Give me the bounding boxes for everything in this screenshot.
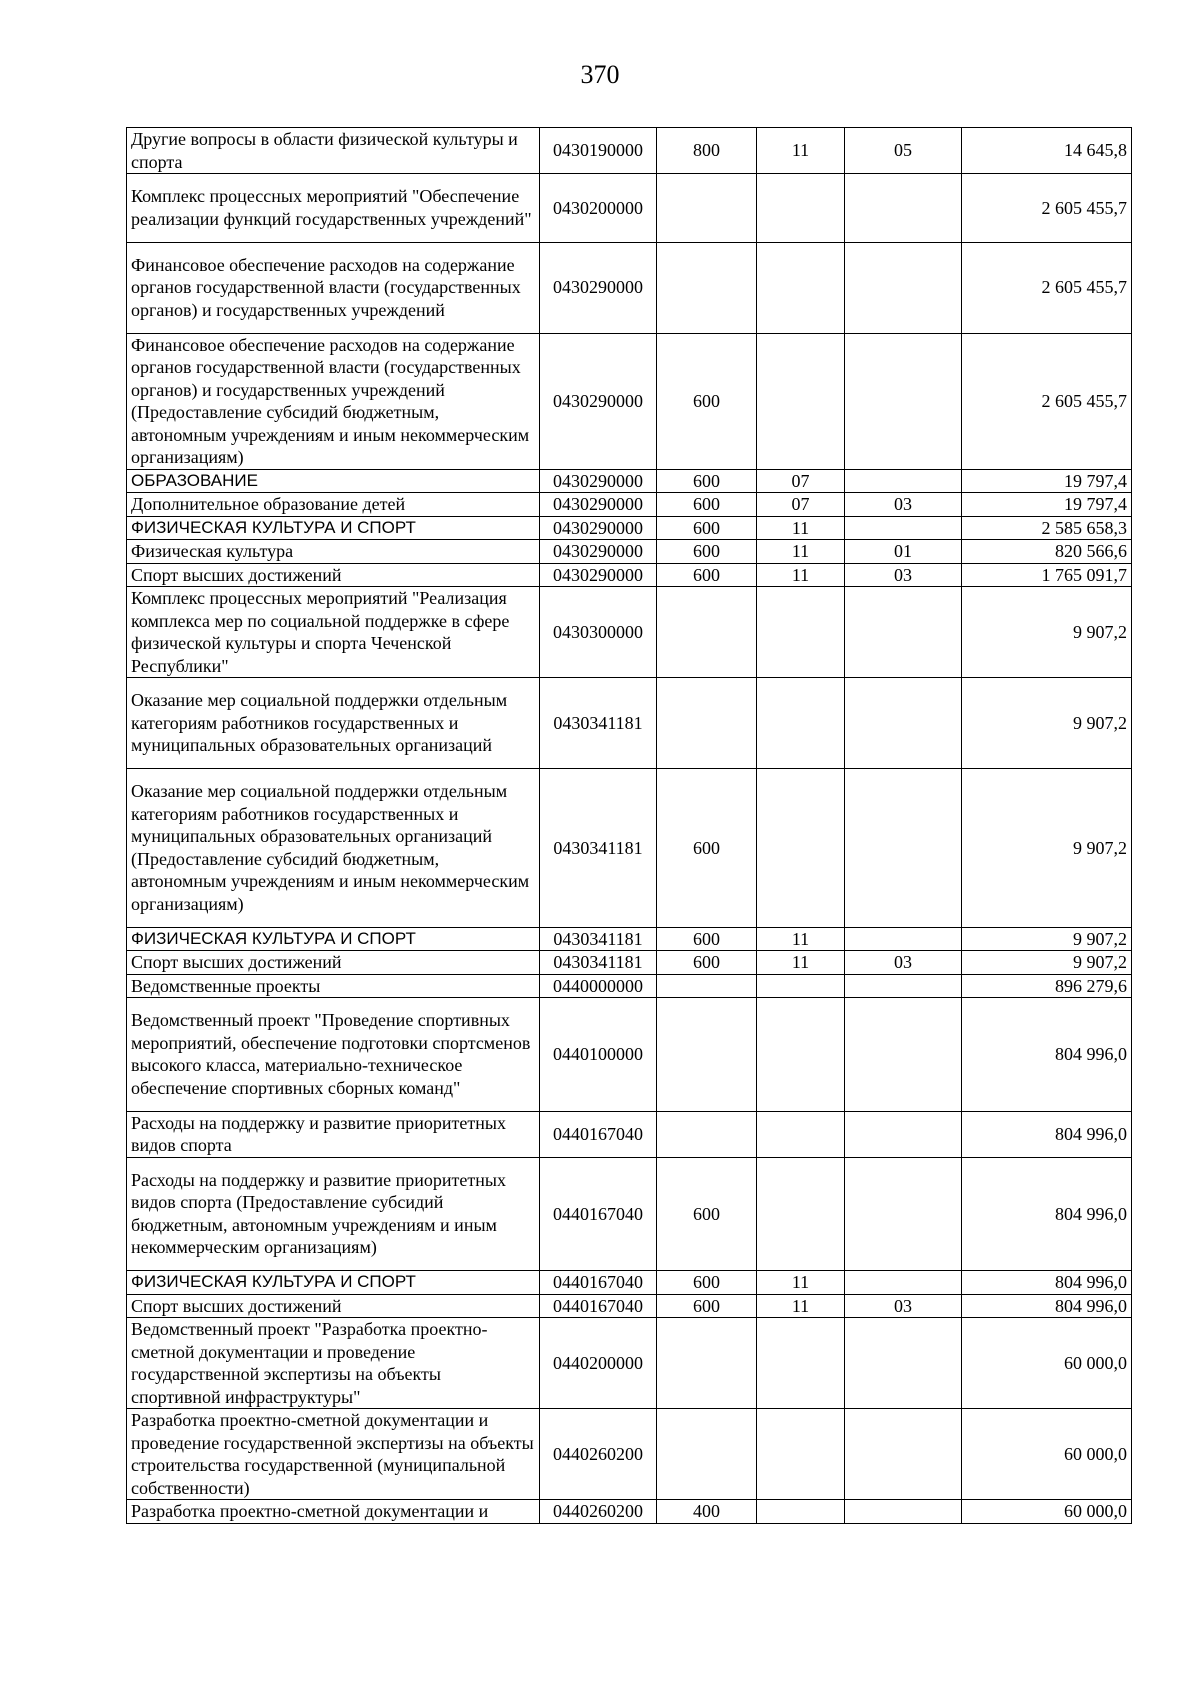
row-name-cell: Дополнительное образование детей: [127, 493, 540, 517]
row-section-cell: 11: [757, 540, 845, 564]
row-amount-cell: 804 996,0: [962, 1111, 1132, 1157]
row-code-cell: 0430341181: [540, 769, 657, 928]
row-expense-type-cell: 600: [657, 469, 757, 493]
row-expense-type-cell: 600: [657, 333, 757, 469]
row-amount-cell: 60 000,0: [962, 1409, 1132, 1500]
row-code-cell: 0430290000: [540, 469, 657, 493]
row-code-cell: 0430190000: [540, 128, 657, 174]
row-name-cell: Другие вопросы в области физической культуры и спорта: [127, 128, 540, 174]
row-subsection-cell: [845, 587, 962, 678]
row-expense-type-cell: [657, 1111, 757, 1157]
row-expense-type-cell: 600: [657, 1157, 757, 1271]
row-amount-cell: 60 000,0: [962, 1500, 1132, 1524]
row-name-cell: Расходы на поддержку и развитие приоритетных видов спорта: [127, 1111, 540, 1157]
row-code-cell: 0440100000: [540, 998, 657, 1112]
row-subsection-cell: [845, 678, 962, 769]
row-section-cell: 11: [757, 516, 845, 540]
row-expense-type-cell: [657, 998, 757, 1112]
table-row: [127, 174, 1132, 243]
row-section-cell: [757, 242, 845, 333]
row-name-cell: Комплекс процессных мероприятий "Реализация комплекса мер по социальной поддержке в сфере физической культуры и спорта Чеченской Республики": [127, 587, 540, 678]
row-expense-type-cell: [657, 974, 757, 998]
row-amount-cell: 804 996,0: [962, 1271, 1132, 1295]
table-row: [127, 678, 1132, 769]
row-section-cell: 11: [757, 927, 845, 951]
row-expense-type-cell: 600: [657, 1294, 757, 1318]
row-section-cell: [757, 678, 845, 769]
row-expense-type-cell: 600: [657, 516, 757, 540]
row-expense-type-cell: 600: [657, 540, 757, 564]
row-amount-cell: 9 907,2: [962, 678, 1132, 769]
row-expense-type-cell: 600: [657, 927, 757, 951]
page-number: 370: [580, 60, 620, 89]
row-name-cell: Разработка проектно-сметной документации и: [127, 1500, 540, 1524]
table-row: [127, 951, 1132, 975]
row-code-cell: 0430341181: [540, 927, 657, 951]
row-subsection-cell: 03: [845, 951, 962, 975]
table-row: [127, 516, 1132, 540]
table-row: [127, 493, 1132, 517]
row-code-cell: 0430300000: [540, 587, 657, 678]
row-section-cell: 07: [757, 493, 845, 517]
row-subsection-cell: [845, 1271, 962, 1295]
row-code-cell: 0440167040: [540, 1111, 657, 1157]
row-subsection-cell: 03: [845, 563, 962, 587]
row-name-cell: Ведомственные проекты: [127, 974, 540, 998]
row-amount-cell: 19 797,4: [962, 469, 1132, 493]
row-section-cell: [757, 974, 845, 998]
row-code-cell: 0430290000: [540, 242, 657, 333]
row-amount-cell: 804 996,0: [962, 998, 1132, 1112]
table-row: [127, 128, 1132, 174]
row-section-cell: [757, 998, 845, 1112]
row-subsection-cell: [845, 1409, 962, 1500]
table-row: [127, 469, 1132, 493]
table-row: [127, 1111, 1132, 1157]
row-code-cell: 0430200000: [540, 174, 657, 243]
row-section-cell: 11: [757, 563, 845, 587]
row-amount-cell: 804 996,0: [962, 1294, 1132, 1318]
row-code-cell: 0440000000: [540, 974, 657, 998]
row-subsection-cell: [845, 927, 962, 951]
row-expense-type-cell: [657, 242, 757, 333]
row-expense-type-cell: [657, 174, 757, 243]
row-expense-type-cell: [657, 1409, 757, 1500]
row-amount-cell: 2 605 455,7: [962, 174, 1132, 243]
row-code-cell: 0440260200: [540, 1500, 657, 1524]
row-section-cell: 11: [757, 1271, 845, 1295]
row-subsection-cell: [845, 242, 962, 333]
row-amount-cell: 9 907,2: [962, 951, 1132, 975]
table-row: [127, 1318, 1132, 1409]
row-name-cell: Расходы на поддержку и развитие приоритетных видов спорта (Предоставление субсидий бюджетным, автономным учреждениям и иным некоммерческим организациям): [127, 1157, 540, 1271]
row-name-cell: Спорт высших достижений: [127, 563, 540, 587]
row-code-cell: 0430290000: [540, 333, 657, 469]
row-amount-cell: 804 996,0: [962, 1157, 1132, 1271]
row-amount-cell: 896 279,6: [962, 974, 1132, 998]
table-row: [127, 333, 1132, 469]
table-row: [127, 1157, 1132, 1271]
table-row: [127, 587, 1132, 678]
row-section-cell: 11: [757, 951, 845, 975]
row-amount-cell: 60 000,0: [962, 1318, 1132, 1409]
row-subsection-cell: [845, 516, 962, 540]
row-subsection-cell: [845, 174, 962, 243]
row-section-cell: [757, 1157, 845, 1271]
row-amount-cell: 2 605 455,7: [962, 242, 1132, 333]
row-name-cell: ФИЗИЧЕСКАЯ КУЛЬТУРА И СПОРТ: [127, 1271, 540, 1295]
row-amount-cell: 14 645,8: [962, 128, 1132, 174]
row-name-cell: ОБРАЗОВАНИЕ: [127, 469, 540, 493]
row-name-cell: ФИЗИЧЕСКАЯ КУЛЬТУРА И СПОРТ: [127, 516, 540, 540]
row-expense-type-cell: 600: [657, 1271, 757, 1295]
row-section-cell: [757, 1111, 845, 1157]
row-name-cell: Оказание мер социальной поддержки отдельным категориям работников государственных и муниципальных образовательных организаций: [127, 678, 540, 769]
row-subsection-cell: [845, 469, 962, 493]
row-name-cell: ФИЗИЧЕСКАЯ КУЛЬТУРА И СПОРТ: [127, 927, 540, 951]
row-section-cell: [757, 1409, 845, 1500]
row-subsection-cell: 01: [845, 540, 962, 564]
row-code-cell: 0440200000: [540, 1318, 657, 1409]
row-expense-type-cell: 400: [657, 1500, 757, 1524]
table-row: [127, 1409, 1132, 1500]
row-expense-type-cell: 600: [657, 493, 757, 517]
row-name-cell: Ведомственный проект "Проведение спортивных мероприятий, обеспечение подготовки спортсменов высокого класса, материально-техническое обеспечение спортивных сборных команд": [127, 998, 540, 1112]
row-expense-type-cell: [657, 678, 757, 769]
budget-table-body: [127, 128, 1132, 1524]
table-row: [127, 1271, 1132, 1295]
table-row: [127, 242, 1132, 333]
table-row: [127, 1500, 1132, 1524]
row-code-cell: 0440167040: [540, 1271, 657, 1295]
row-code-cell: 0440167040: [540, 1157, 657, 1271]
table-row: [127, 563, 1132, 587]
table-row: [127, 927, 1132, 951]
row-name-cell: Финансовое обеспечение расходов на содержание органов государственной власти (государственных органов) и государственных учреждений (Предоставление субсидий бюджетным, автономным учреждениям и иным некоммерческим организациям): [127, 333, 540, 469]
table-row: [127, 998, 1132, 1112]
row-subsection-cell: [845, 1318, 962, 1409]
row-code-cell: 0430290000: [540, 493, 657, 517]
row-amount-cell: 19 797,4: [962, 493, 1132, 517]
row-code-cell: 0430341181: [540, 678, 657, 769]
row-section-cell: [757, 587, 845, 678]
row-expense-type-cell: 600: [657, 563, 757, 587]
row-code-cell: 0430341181: [540, 951, 657, 975]
row-section-cell: [757, 1500, 845, 1524]
row-code-cell: 0440167040: [540, 1294, 657, 1318]
row-subsection-cell: [845, 1111, 962, 1157]
table-row: [127, 974, 1132, 998]
budget-table: [126, 127, 1132, 1524]
row-name-cell: Финансовое обеспечение расходов на содержание органов государственной власти (государственных органов) и государственных учреждений: [127, 242, 540, 333]
row-name-cell: Спорт высших достижений: [127, 1294, 540, 1318]
row-code-cell: 0430290000: [540, 563, 657, 587]
row-section-cell: 07: [757, 469, 845, 493]
row-expense-type-cell: 600: [657, 769, 757, 928]
row-section-cell: [757, 174, 845, 243]
row-subsection-cell: 05: [845, 128, 962, 174]
row-amount-cell: 820 566,6: [962, 540, 1132, 564]
row-amount-cell: 9 907,2: [962, 587, 1132, 678]
row-subsection-cell: [845, 769, 962, 928]
row-section-cell: 11: [757, 1294, 845, 1318]
row-amount-cell: 9 907,2: [962, 927, 1132, 951]
row-amount-cell: 1 765 091,7: [962, 563, 1132, 587]
row-expense-type-cell: [657, 1318, 757, 1409]
row-expense-type-cell: 800: [657, 128, 757, 174]
row-amount-cell: 9 907,2: [962, 769, 1132, 928]
row-subsection-cell: [845, 1500, 962, 1524]
row-subsection-cell: [845, 974, 962, 998]
row-section-cell: [757, 1318, 845, 1409]
row-name-cell: Комплекс процессных мероприятий "Обеспечение реализации функций государственных учреждений": [127, 174, 540, 243]
row-expense-type-cell: 600: [657, 951, 757, 975]
row-amount-cell: 2 605 455,7: [962, 333, 1132, 469]
row-expense-type-cell: [657, 587, 757, 678]
row-section-cell: [757, 333, 845, 469]
row-name-cell: Ведомственный проект "Разработка проектно-сметной документации и проведение государственной экспертизы на объекты спортивной инфраструктуры": [127, 1318, 540, 1409]
row-amount-cell: 2 585 658,3: [962, 516, 1132, 540]
row-subsection-cell: [845, 1157, 962, 1271]
table-row: [127, 1294, 1132, 1318]
row-subsection-cell: [845, 333, 962, 469]
row-name-cell: Физическая культура: [127, 540, 540, 564]
table-row: [127, 540, 1132, 564]
row-name-cell: Оказание мер социальной поддержки отдельным категориям работников государственных и муниципальных образовательных организаций (Предоставление субсидий бюджетным, автономным учреждениям и иным некоммерческим организациям): [127, 769, 540, 928]
table-row: [127, 769, 1132, 928]
row-subsection-cell: 03: [845, 493, 962, 517]
row-code-cell: 0430290000: [540, 516, 657, 540]
row-code-cell: 0430290000: [540, 540, 657, 564]
row-code-cell: 0440260200: [540, 1409, 657, 1500]
row-section-cell: [757, 769, 845, 928]
row-subsection-cell: [845, 998, 962, 1112]
row-name-cell: Разработка проектно-сметной документации и проведение государственной экспертизы на объекты строительства государственной (муниципальной собственности): [127, 1409, 540, 1500]
row-name-cell: Спорт высших достижений: [127, 951, 540, 975]
row-section-cell: 11: [757, 128, 845, 174]
row-subsection-cell: 03: [845, 1294, 962, 1318]
